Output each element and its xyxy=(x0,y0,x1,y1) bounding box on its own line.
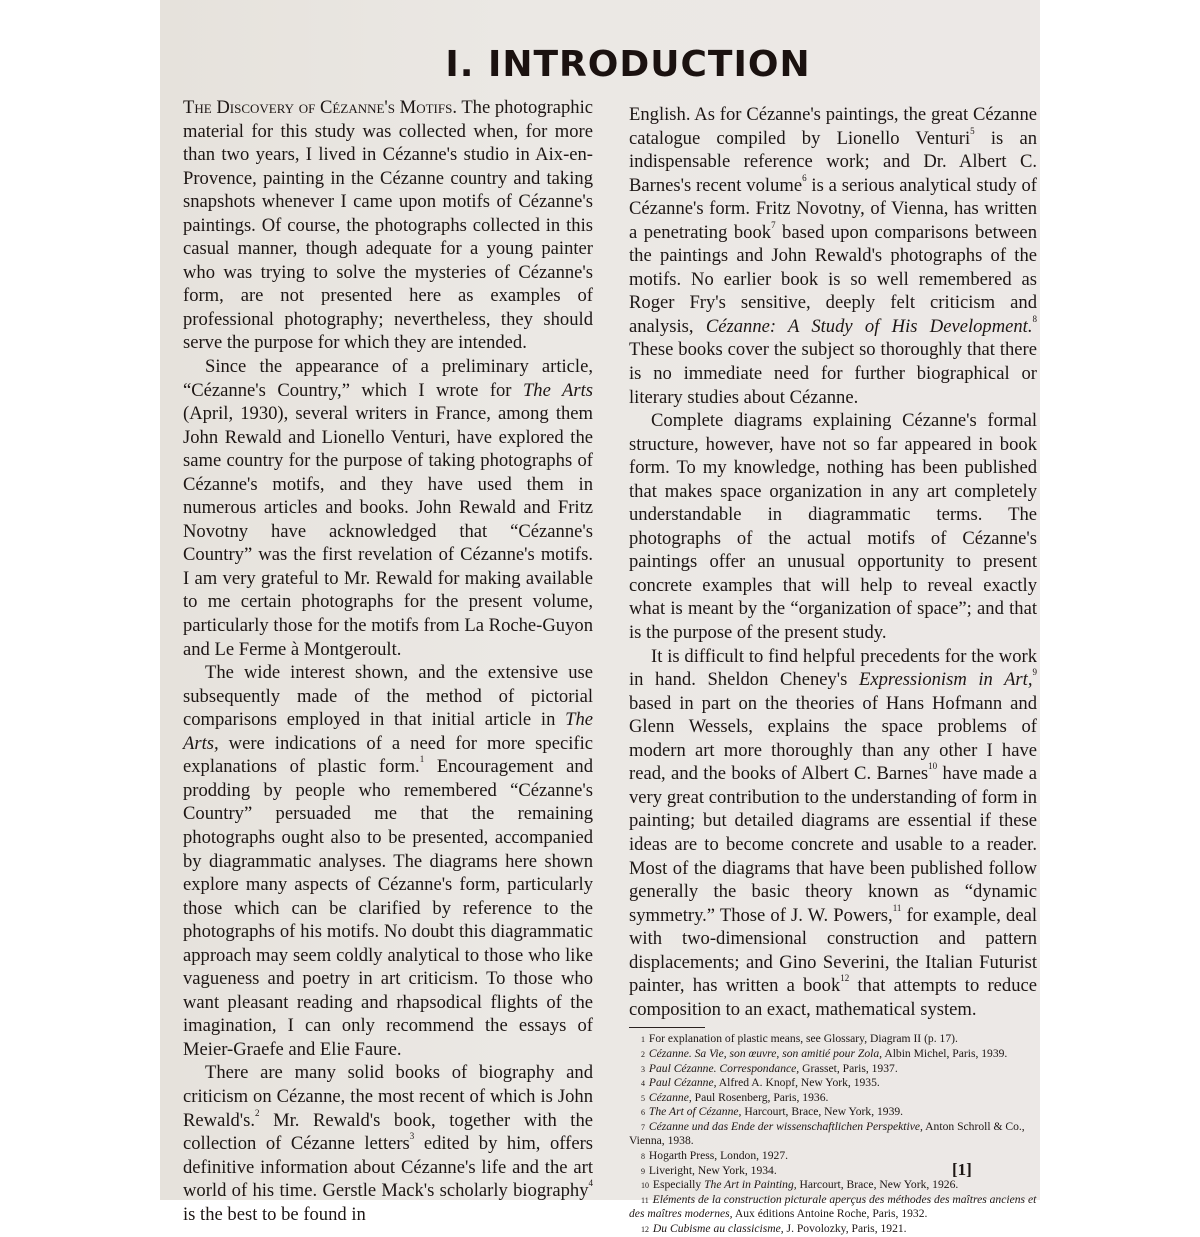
footnote-number: 12 xyxy=(641,1225,649,1235)
footnote-text: Especially xyxy=(652,1178,705,1192)
left-column xyxy=(183,96,593,1226)
footnote-8 xyxy=(629,1149,1037,1164)
footnote-text: Alfred A. Knopf, New York, 1935. xyxy=(716,1076,880,1090)
footnote-text: Aux éditions Antoine Roche, Paris, 1932. xyxy=(732,1207,928,1221)
footnotes-list xyxy=(629,1032,1037,1236)
footnote-ref[interactable]: 2 xyxy=(255,1107,260,1118)
footnote-number: 2 xyxy=(641,1049,645,1059)
footnote-number: 9 xyxy=(641,1166,645,1176)
footnote-title: Du Cubisme au classicisme, xyxy=(652,1222,784,1236)
footnote-text: Anton Schroll & Co., Vienna, 1938. xyxy=(629,1119,1025,1148)
book-page xyxy=(160,0,1040,1236)
footnote-4 xyxy=(629,1076,1037,1091)
footnote-title: Paul Cézanne. Correspondance, xyxy=(648,1061,800,1075)
footnote-6 xyxy=(629,1105,1037,1120)
footnote-ref[interactable]: 8 xyxy=(1032,313,1038,324)
paragraph-biography: There are many solid books of biography and criticism on Cézanne, the most recent of which is John Rewald's.$^2$ Mr. Rewald's book, together with the collection of Cézanne letters$^3$ edited by him, offers definitive information about Cézanne's life and the art world of his time. Gerstle Mack's scholarly biography$^4$ is the best to be found in xyxy=(183,1062,593,1225)
footnote-ref[interactable]: 7 xyxy=(771,219,776,230)
footnote-title: Cézanne. Sa Vie, son œuvre, son amitié pour Zola, xyxy=(648,1046,883,1060)
footnote-11 xyxy=(629,1193,1037,1222)
footnote-number: 3 xyxy=(641,1064,645,1074)
footnote-ref[interactable]: 5 xyxy=(970,125,975,136)
paragraph-wide-interest: The wide interest shown, and the extensive use subsequently made of the method of pictorial comparisons employed in that initial article in The Arts, were indications of a need for more specific explanations of plastic form.$^1$ Encouragement and prodding by people who remembered “Cézanne's Country” persuaded me that the remaining photographs ought also to be presented, accompanied by diagrammatic analyses. The diagrams here shown explore many aspects of Cézanne's form, particularly those which can be clarified by reference to the photographs of his motifs. No doubt this diagrammatic approach may seem coldly analytical to those who like vagueness and poetry in art criticism. To those who want pleasant reading and rhapsodical flights of the imagination, I can only recommend the essays of Meier-Graefe and Elie Faure. xyxy=(183,662,593,1060)
footnote-text: Hogarth Press, London, 1927. xyxy=(648,1149,789,1163)
paragraph-complete-diagrams: Complete diagrams explaining Cézanne's formal structure, however, have not so far appeared in book form. To my knowledge, nothing has been published that makes space organization in any art completely understandable in diagrammatic terms. The photographs of the actual motifs of Cézanne's paintings offer an unusual opportunity to present concrete examples that will help to reveal exactly what is meant by the “organization of space”; and that is the purpose of the present study. xyxy=(629,410,1037,644)
footnote-title: The Art of Cézanne, xyxy=(648,1105,742,1119)
footnote-title: Paul Cézanne, xyxy=(648,1076,717,1090)
footnote-ref[interactable]: 11 xyxy=(892,902,902,913)
footnote-ref[interactable]: 1 xyxy=(419,754,425,765)
footnote-divider xyxy=(629,1027,705,1028)
footnote-ref[interactable]: 6 xyxy=(802,172,807,183)
footnote-ref[interactable]: 12 xyxy=(840,973,850,984)
footnote-2 xyxy=(629,1047,1037,1062)
footnote-1 xyxy=(629,1032,1037,1047)
footnote-title: Cézanne und das Ende der wissenschaftlichen Perspektive, xyxy=(648,1119,923,1133)
footnote-5 xyxy=(629,1091,1037,1106)
footnote-number: 7 xyxy=(641,1122,645,1132)
footnote-12 xyxy=(629,1222,1037,1237)
section-lead: The Discovery of Cézanne's Motifs. xyxy=(183,97,457,118)
footnote-text: For explanation of plastic means, see Glossary, Diagram II (p. 17). xyxy=(648,1032,958,1046)
chapter-title: I. INTRODUCTION xyxy=(445,44,811,85)
paragraph-english: English. As for Cézanne's paintings, the great Cézanne catalogue compiled by Lionello Venturi$^5$ is an indispensable reference work; and Dr. Albert C. Barnes's recent volume$^6$ is a serious analytical study of Cézanne's form. Fritz Novotny, of Vienna, has written a penetrating book$^7$ based upon comparisons between the paintings and John Rewald's photographs of the motifs. No earlier book is so well remembered as Roger Fry's sensitive, deeply felt criticism and analysis, Cézanne: A Study of His Development.$^8$ These books cover the subject so thoroughly that there is no immediate need for further biographical or literary studies about Cézanne. xyxy=(629,104,1038,408)
footnote-text: Harcourt, Brace, New York, 1939. xyxy=(741,1105,904,1119)
footnote-number: 8 xyxy=(641,1152,645,1162)
footnote-number: 10 xyxy=(641,1181,649,1191)
footnote-3 xyxy=(629,1062,1037,1077)
footnote-ref[interactable]: 9 xyxy=(1032,667,1037,678)
footnote-title: Cézanne, xyxy=(648,1090,692,1104)
paragraph-discovery: The Discovery of Cézanne's Motifs. The photographic material for this study was collected when, for more than two years, I lived in Cézanne's studio in Aix-en-Provence, painting in the Cézanne country and taking snapshots whenever I came upon motifs of Cézanne's paintings. Of course, the photographs collected in this casual manner, though adequate for a young painter who was trying to solve the mysteries of Cézanne's form, are not presented here as examples of professional photography; nevertheless, they should serve the purpose for which they are intended. xyxy=(183,97,593,354)
footnote-number: 6 xyxy=(641,1108,645,1118)
footnote-ref[interactable]: 4 xyxy=(588,1178,593,1189)
paragraph-cezannes-country: Since the appearance of a preliminary article, “Cézanne's Country,” which I wrote for The Arts (April, 1930), several writers in France, among them John Rewald and Lionello Venturi, have explored the same country for the purpose of taking photographs of Cézanne's motifs, and they have used them in numerous articles and books. John Rewald and Fritz Novotny have acknowledged that “Cézanne's Country” was the first revelation of Cézanne's motifs. I am very grateful to Mr. Rewald for making available to me certain photographs for the present volume, particularly those for the motifs from La Roche-Guyon and Le Ferme à Montgeroult. xyxy=(183,356,593,660)
footnote-number: 11 xyxy=(641,1195,649,1205)
footnote-text: Harcourt, Brace, New York, 1926. xyxy=(796,1178,959,1192)
paragraph-precedents: It is difficult to find helpful precedents for the work in hand. Sheldon Cheney's Expressionism in Art,$^9$ based in part on the theories of Hans Hofmann and Glenn Wessels, explains the space problems of modern art more thoroughly than any other I have read, and the books of Albert C. Barnes$^{10}$ have made a very great contribution to the understanding of form in painting; but detailed diagrams are essential if these ideas are to become concrete and usable to a reader. Most of the diagrams that have been published follow generally the basic theory known as “dynamic symmetry.” Those of J. W. Powers,$^{11}$ for example, deal with two-dimensional construction and pattern displacements; and Gino Severini, the Italian Futurist painter, has written a book$^{12}$ that attempts to reduce composition to an exact, mathematical system. xyxy=(629,645,1037,1020)
right-column xyxy=(629,103,1037,1237)
footnote-number: 5 xyxy=(641,1093,645,1103)
footnote-10 xyxy=(629,1178,1037,1193)
footnote-7 xyxy=(629,1120,1037,1149)
footnote-number: 4 xyxy=(641,1079,645,1089)
footnote-9 xyxy=(629,1164,1037,1179)
footnote-ref[interactable]: 10 xyxy=(928,761,938,772)
footnote-text: Liveright, New York, 1934. xyxy=(648,1163,777,1177)
footnote-title: The Art in Painting, xyxy=(704,1178,797,1192)
footnote-text: J. Povolozky, Paris, 1921. xyxy=(783,1222,907,1236)
footnote-text: Paul Rosenberg, Paris, 1936. xyxy=(691,1090,829,1104)
footnote-text: Grasset, Paris, 1937. xyxy=(799,1061,898,1075)
footnote-number: 1 xyxy=(641,1035,645,1045)
page-number: [1] xyxy=(952,1160,972,1179)
footnote-text: Albin Michel, Paris, 1939. xyxy=(882,1046,1008,1060)
footnote-ref[interactable]: 3 xyxy=(409,1131,415,1142)
footnote-title: Eléments de la construction picturale aperçus des méthodes des maîtres anciens et des maîtres modernes, xyxy=(629,1192,1037,1221)
